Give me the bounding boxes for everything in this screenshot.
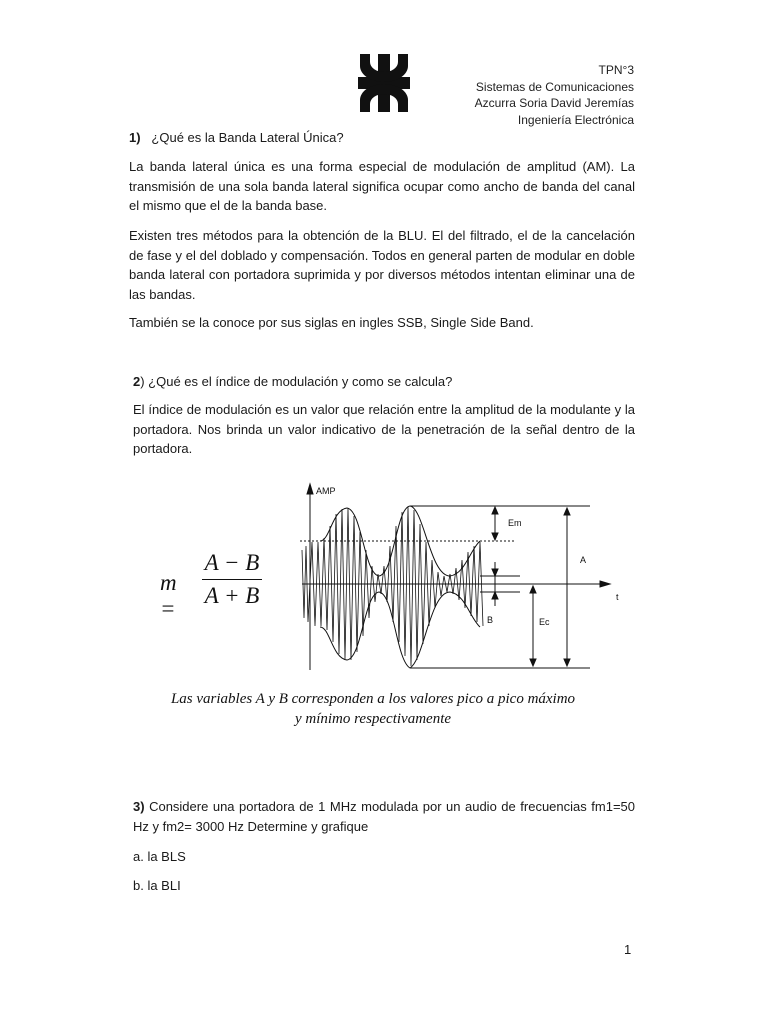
a-label: A [580, 555, 587, 565]
header-line-author: Azcurra Soria David Jeremías [474, 96, 634, 110]
question-1-number: 1) [129, 130, 141, 145]
header-line-tpn: TPN°3 [598, 63, 634, 77]
question-2-number: 2 [133, 374, 141, 389]
question-1-title: ¿Qué es la Banda Lateral Única? [151, 130, 344, 145]
caption-line-2: y mínimo respectivamente [294, 711, 452, 727]
header-line-career: Ingeniería Electrónica [517, 112, 634, 127]
page-number: 1 [624, 942, 632, 957]
t-label: t [616, 592, 619, 602]
formula-denominator: A + B [204, 583, 260, 609]
question-1-paragraph-3: También se la conoce por sus siglas en ingles SSB, Single Side Band. [129, 315, 534, 330]
em-label: Em [508, 518, 522, 528]
caption-line-1: Las variables A y B corresponden a los valores pico a pico máximo [170, 691, 576, 707]
formula-fraction [202, 548, 262, 609]
question-2-title: ) ¿Qué es el índice de modulación y como se calcula? [140, 374, 453, 389]
b-label: B [487, 615, 494, 625]
question-3-text: Considere una portadora de 1 MHz modulada por un audio de frecuencias fm1=50 Hz y fm2= 3000 Hz Determine y grafique [133, 799, 635, 834]
figure-caption [140, 689, 606, 729]
question-3-number: 3) [133, 799, 145, 814]
question-1-paragraph-1: La banda lateral única es una forma especial de modulación de amplitud (AM). La transmisión de una sola banda lateral significa ocupar como ancho de banda del canal el mismo que el de la banda base. [129, 159, 635, 213]
header-line-course: Sistemas de Comunicaciones [475, 79, 634, 94]
formula-lhs: m = [160, 570, 177, 621]
amp-axis-arrow [307, 484, 313, 494]
amp-label: AMP [316, 486, 336, 496]
ec-label: Ec [539, 617, 550, 627]
time-axis-arrow [600, 581, 610, 587]
question-1-paragraph-2: Existen tres métodos para la obtención de la BLU. El del filtrado, el de la cancelación de fase y el del doblado y compensación. Todos en general parten de modular en doble banda lateral con portadora suprimida y por diversos métodos intentan eliminar una de las bandas. [129, 228, 635, 302]
question-1-heading [129, 128, 635, 148]
document-header [475, 62, 634, 128]
question-2-paragraph-1: El índice de modulación es un valor que relación entre la amplitud de la modulante y la portadora. Nos brinda un valor indicativo de la penetración de la señal dentro de la portadora. [133, 402, 635, 456]
fraction-bar [202, 579, 262, 580]
formula-numerator: A − B [204, 550, 260, 575]
question-2-heading [133, 372, 639, 392]
university-logo [358, 54, 410, 112]
question-3-item-a: a. la BLS [133, 849, 186, 864]
question-3-item-b: b. la BLI [133, 878, 181, 893]
am-waveform-diagram [290, 480, 630, 676]
question-3-statement [133, 797, 635, 836]
